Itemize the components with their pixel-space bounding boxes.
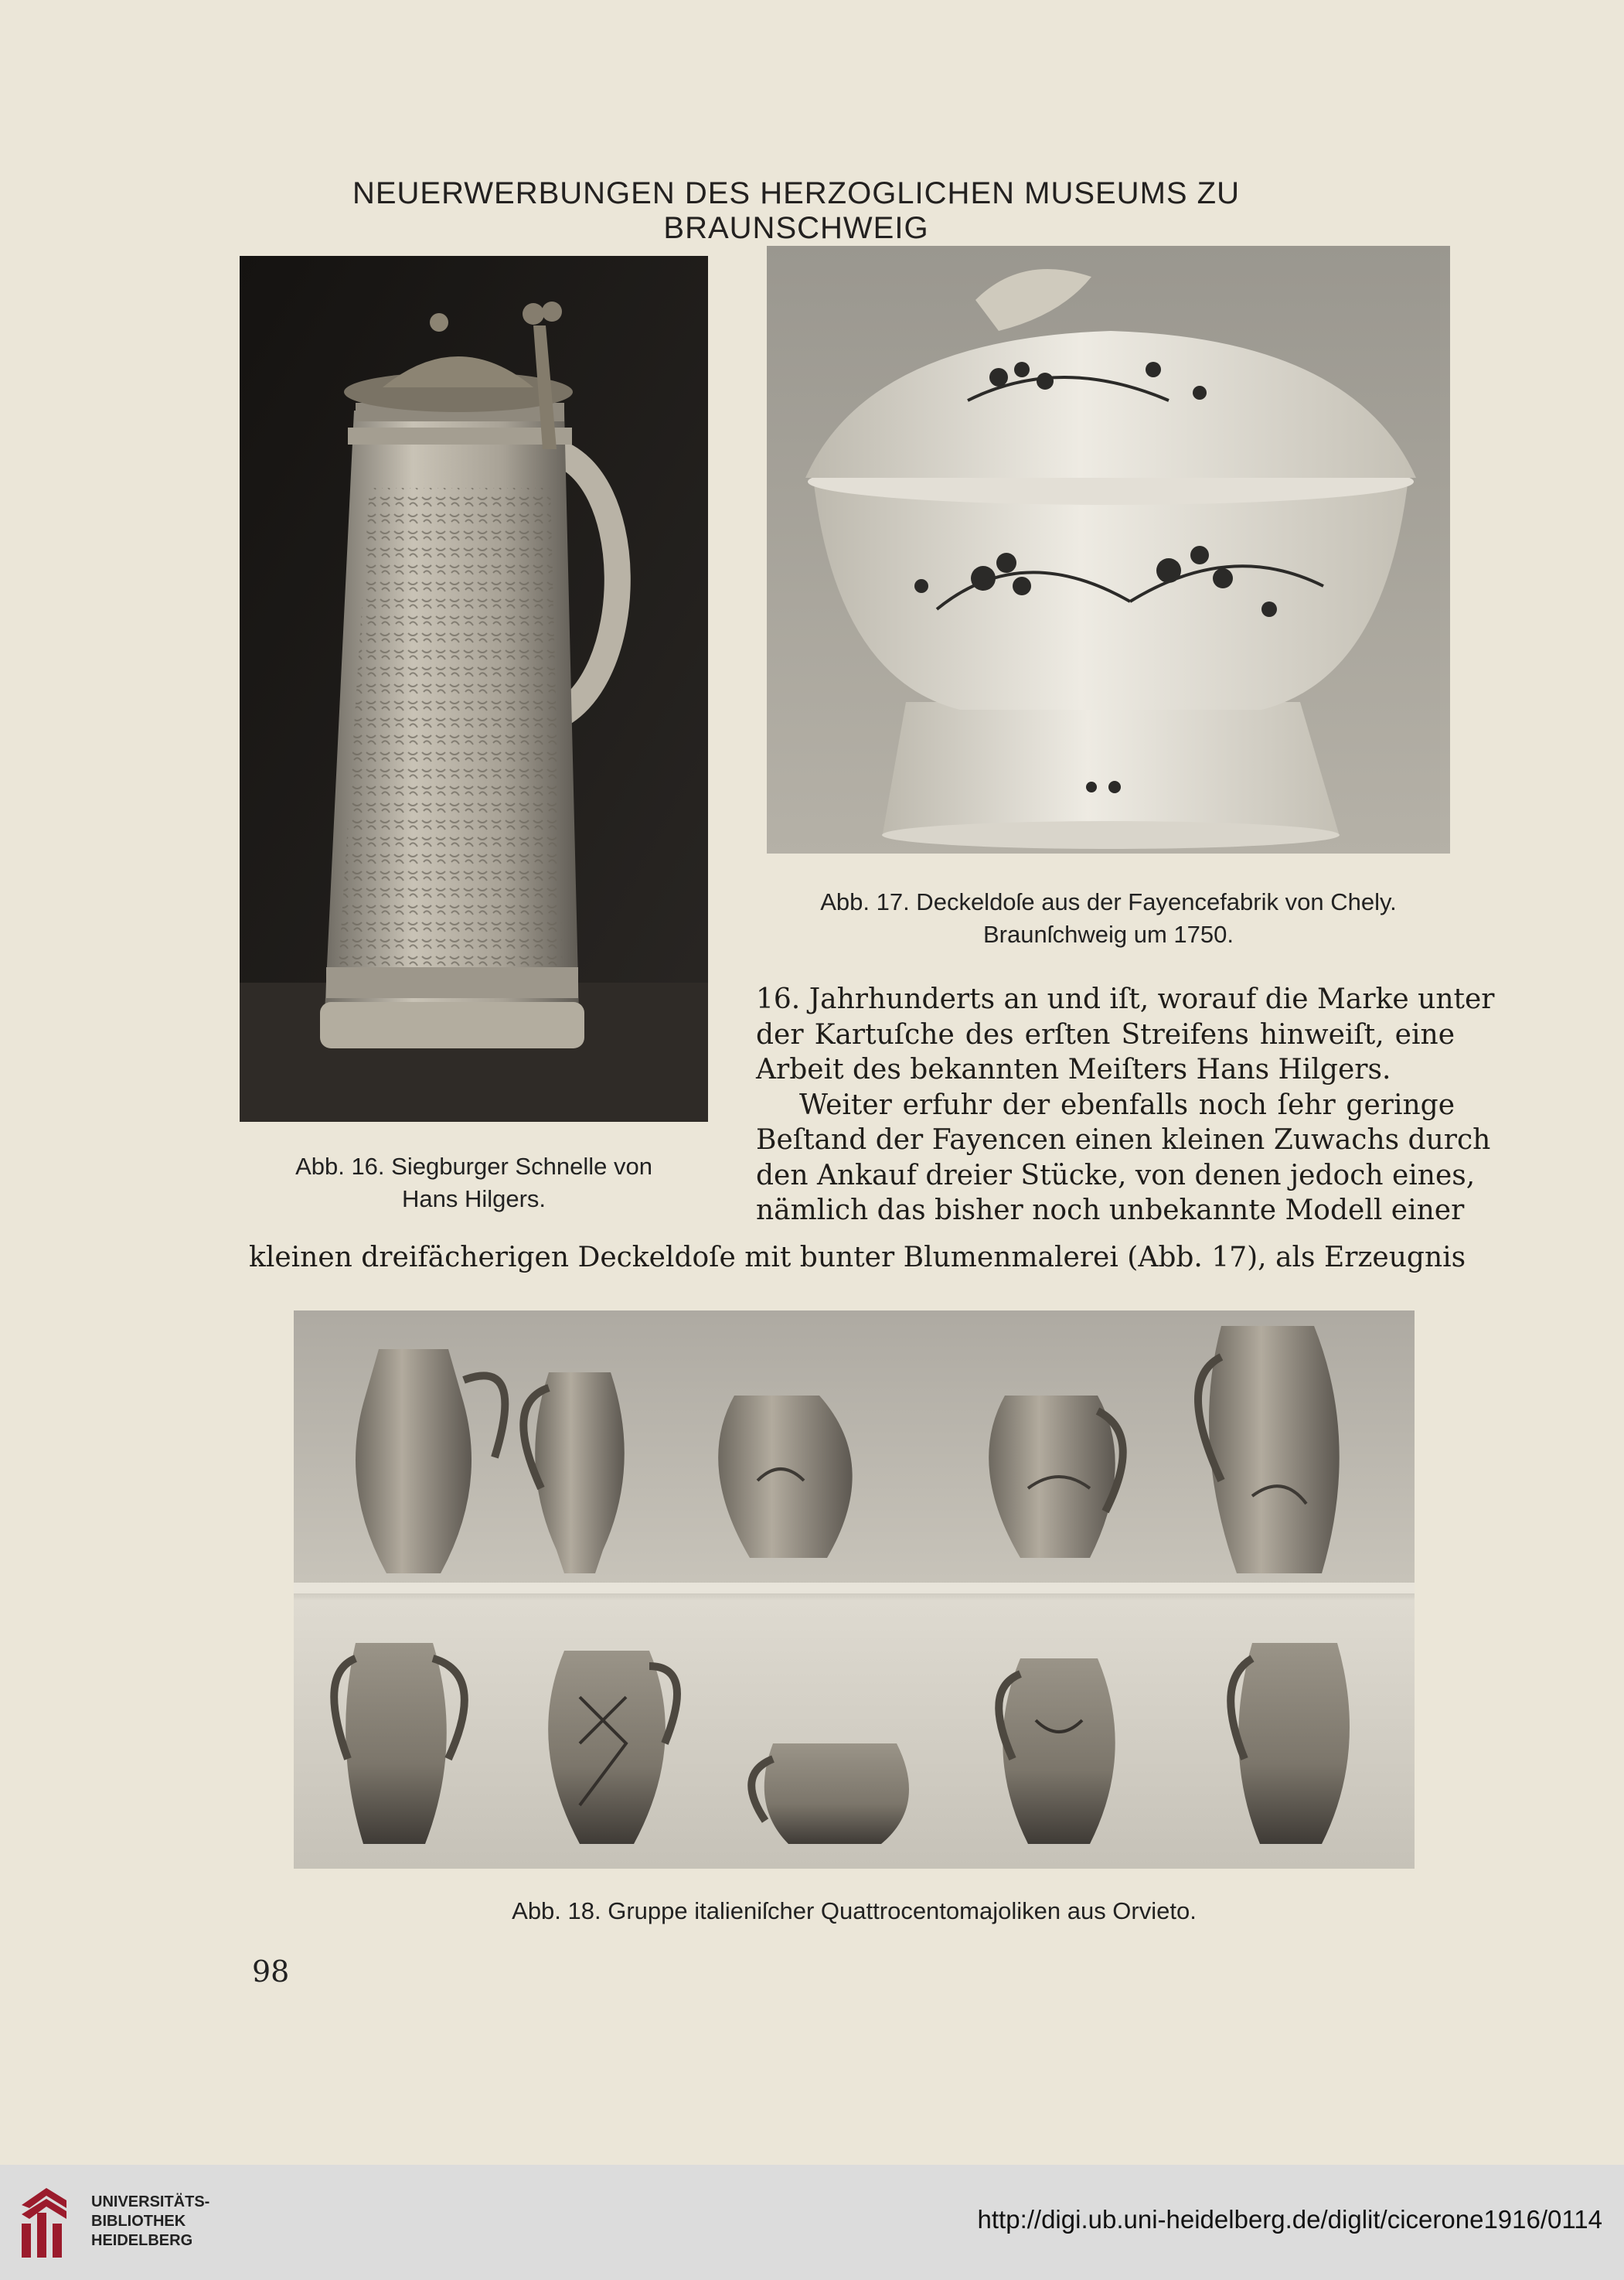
body-line: kleinen dreifächerigen Deckeldoſe mit bunter Blumenmalerei (Abb. 17), als Erzeugnis <box>249 1242 1466 1273</box>
library-name-line1: UNIVERSITÄTS- <box>91 2193 210 2210</box>
figure-17-photo <box>767 246 1450 854</box>
body-line: Weiter erfuhr der ebenfalls noch ſehr geringe <box>799 1089 1455 1121</box>
figure-16-caption-line1: Abb. 16. Siegburger Schnelle von <box>295 1153 652 1180</box>
library-name-line2: BIBLIOTHEK <box>91 2213 186 2230</box>
university-library-logo-icon <box>15 2182 71 2262</box>
figure-17-caption <box>767 886 1450 951</box>
body-line: 16. Jahrhunderts an und iſt, worauf die Marke unter <box>756 983 1495 1015</box>
figure-17-caption-line1: Abb. 17. Deckeldoſe aus der Fayencefabrik von Chely. <box>820 888 1397 915</box>
body-line: nämlich das bisher noch unbekannte Modell einer <box>756 1195 1465 1226</box>
library-name-line3: HEIDELBERG <box>91 2232 193 2249</box>
figure-16-caption-line2: Hans Hilgers. <box>401 1185 546 1212</box>
body-text-right-column <box>756 982 1495 1229</box>
digitization-footer <box>0 2165 1624 2280</box>
body-text-full-width-line <box>249 1240 1466 1276</box>
permalink-url[interactable]: http://digi.ub.uni-heidelberg.de/diglit/cicerone1916/0114 <box>977 2205 1602 2234</box>
figure-16-photo <box>240 256 708 1122</box>
body-line: der Kartuſche des erſten Streifens hinweiſt, eine <box>756 1018 1455 1051</box>
body-line: Arbeit des bekannten Meiſters Hans Hilgers. <box>756 1054 1391 1085</box>
body-line: den Ankauf dreier Stücke, von denen jedoch eines, <box>756 1159 1476 1191</box>
figure-17-caption-line2: Braunſchweig um 1750. <box>983 921 1234 948</box>
page-number: 98 <box>252 1955 290 1989</box>
running-head: NEUERWERBUNGEN DES HERZOGLICHEN MUSEUMS ZU BRAUNSCHWEIG <box>352 176 1241 245</box>
figure-18-photo <box>294 1310 1415 1869</box>
figure-18-caption: Abb. 18. Gruppe italieniſcher Quattrocentomajoliken aus Orvieto. <box>512 1897 1197 1924</box>
figure-16-caption <box>240 1150 708 1215</box>
university-library-name <box>91 2193 209 2251</box>
body-line: Beſtand der Fayencen einen kleinen Zuwachs durch <box>756 1124 1491 1156</box>
